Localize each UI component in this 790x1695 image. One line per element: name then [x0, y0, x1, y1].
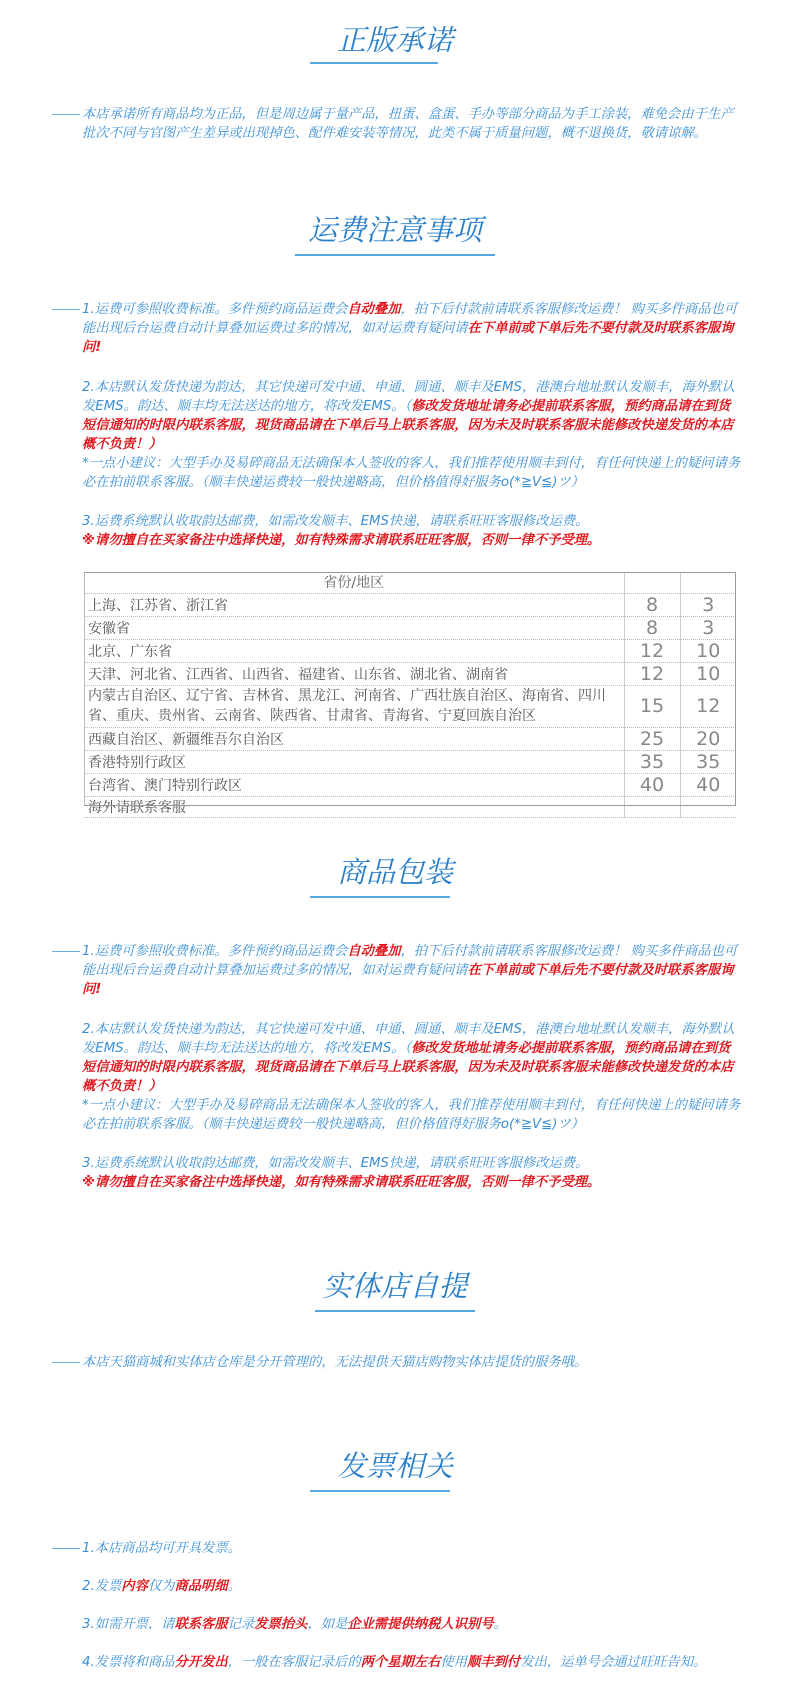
store-text: 本店天猫商城和实体店仓库是分开管理的，无法提供天猫店购物实体店提货的服务哦。 — [82, 1355, 588, 1370]
section-title-invoice: 发票相关 — [336, 1449, 453, 1483]
packaging-p2: 2.本店默认发货快递为韵达，其它快递可发中通、申通、圆通、顺丰及EMS，港澳台地址默认发顺丰，海外默认发EMS。韵达、顺丰均无法送达的地方，将改发EMS。（修改发货地址请务必提前联系客服，预约商品请在到货短信通知的时限内联系客服，现货商品请在下单后马上联系客服，因为未及时联系客服未能修改快递发货的本店概不负责！） *一点小建议：大型手办及易碎商品无法确保本人签收的客人，我们推荐使用顺丰到付，有任何快递上的疑问请务必在拍前联系客服。（顺丰快递运费较一般快递略高，但价格值得好服务o(*≧V≦)ツ） — [82, 1022, 741, 1132]
table-header-region: 省份/地区 — [84, 572, 624, 593]
dash-divider — [52, 1362, 80, 1363]
title-underline — [310, 1490, 450, 1492]
title-underline — [310, 896, 450, 898]
table-row: 天津、河北省、江西省、山西省、福建省、山东省、湖北省、湖南省 12 10 — [84, 662, 736, 685]
title-underline — [295, 254, 495, 256]
section-title-packaging: 商品包装 — [336, 855, 453, 889]
table-border — [84, 572, 736, 806]
table-row: 北京、广东省 12 10 — [84, 639, 736, 662]
dash-divider — [52, 1548, 80, 1549]
table-row: 内蒙古自治区、辽宁省、吉林省、黑龙江、河南省、广西壮族自治区、海南省、四川省、重庆、贵州省、云南省、陕西省、甘肃省、青海省、宁夏回族自治区 15 12 — [84, 685, 736, 727]
authentic-text: 本店承诺所有商品均为正品，但是周边属于量产品，扭蛋、盒蛋、手办等部分商品为手工涂装，难免会由于生产批次不同与官图产生差异或出现掉色、配件难安装等情况，此类不属于质量问题，概不退换货，敬请谅解。 — [82, 107, 734, 141]
invoice-item-1: 1.本店商品均可开具发票。 — [82, 1541, 241, 1556]
invoice-item-4: 4.发票将和商品分开发出，一般在客服记录后的两个星期左右使用顺丰到付发出，运单号会通过旺旺告知。 — [82, 1655, 707, 1670]
section-title-authentic: 正版承诺 — [336, 23, 453, 57]
section-title-shipping: 运费注意事项 — [307, 213, 482, 247]
table-row: 西藏自治区、新疆维吾尔自治区 25 20 — [84, 727, 736, 750]
table-row: 香港特别行政区 35 35 — [84, 750, 736, 773]
shipping-p3: 3.运费系统默认收取韵达邮费，如需改发顺丰、EMS快递，请联系旺旺客服修改运费。 ※请勿擅自在买家备注中选择快递，如有特殊需求请联系旺旺客服，否则一律不予受理。 — [82, 514, 601, 548]
table-row: 安徽省 8 3 — [84, 616, 736, 639]
shipping-p1: 1.运费可参照收费标准。多件预约商品运费会自动叠加，拍下后付款前请联系客服修改运费！ 购买多件商品也可能出现后台运费自动计算叠加运费过多的情况，如对运费有疑问请在下单前或下单后先不要付款及时联系客服询问! — [82, 302, 738, 355]
table-row: 上海、江苏省、浙江省 8 3 — [84, 593, 736, 616]
dash-divider — [52, 951, 80, 952]
invoice-item-2: 2.发票内容仅为商品明细。 — [82, 1579, 241, 1594]
title-underline — [310, 62, 438, 64]
dash-divider — [52, 114, 80, 115]
dash-divider — [52, 309, 80, 310]
title-underline — [315, 1310, 475, 1312]
packaging-p3: 3.运费系统默认收取韵达邮费，如需改发顺丰、EMS快递，请联系旺旺客服修改运费。 ※请勿擅自在买家备注中选择快递，如有特殊需求请联系旺旺客服，否则一律不予受理。 — [82, 1156, 601, 1190]
shipping-p2: 2.本店默认发货快递为韵达，其它快递可发中通、申通、圆通、顺丰及EMS，港澳台地址默认发顺丰，海外默认发EMS。韵达、顺丰均无法送达的地方，将改发EMS。（修改发货地址请务必提前联系客服，预约商品请在到货短信通知的时限内联系客服，现货商品请在下单后马上联系客服，因为未及时联系客服未能修改快递发货的本店概不负责！） *一点小建议：大型手办及易碎商品无法确保本人签收的客人，我们推荐使用顺丰到付，有任何快递上的疑问请务必在拍前联系客服。（顺丰快递运费较一般快递略高，但价格值得好服务o(*≧V≦)ツ） — [82, 380, 741, 490]
section-title-store: 实体店自提 — [322, 1269, 468, 1303]
table-row: 台湾省、澳门特别行政区 40 40 — [84, 773, 736, 796]
packaging-p1: 1.运费可参照收费标准。多件预约商品运费会自动叠加，拍下后付款前请联系客服修改运费！ 购买多件商品也可能出现后台运费自动计算叠加运费过多的情况，如对运费有疑问请在下单前或下单后先不要付款及时联系客服询问! — [82, 944, 738, 997]
table-row: 海外请联系客服 — [84, 796, 736, 817]
invoice-item-3: 3.如需开票，请联系客服记录发票抬头，如是企业需提供纳税人识别号。 — [82, 1617, 507, 1632]
